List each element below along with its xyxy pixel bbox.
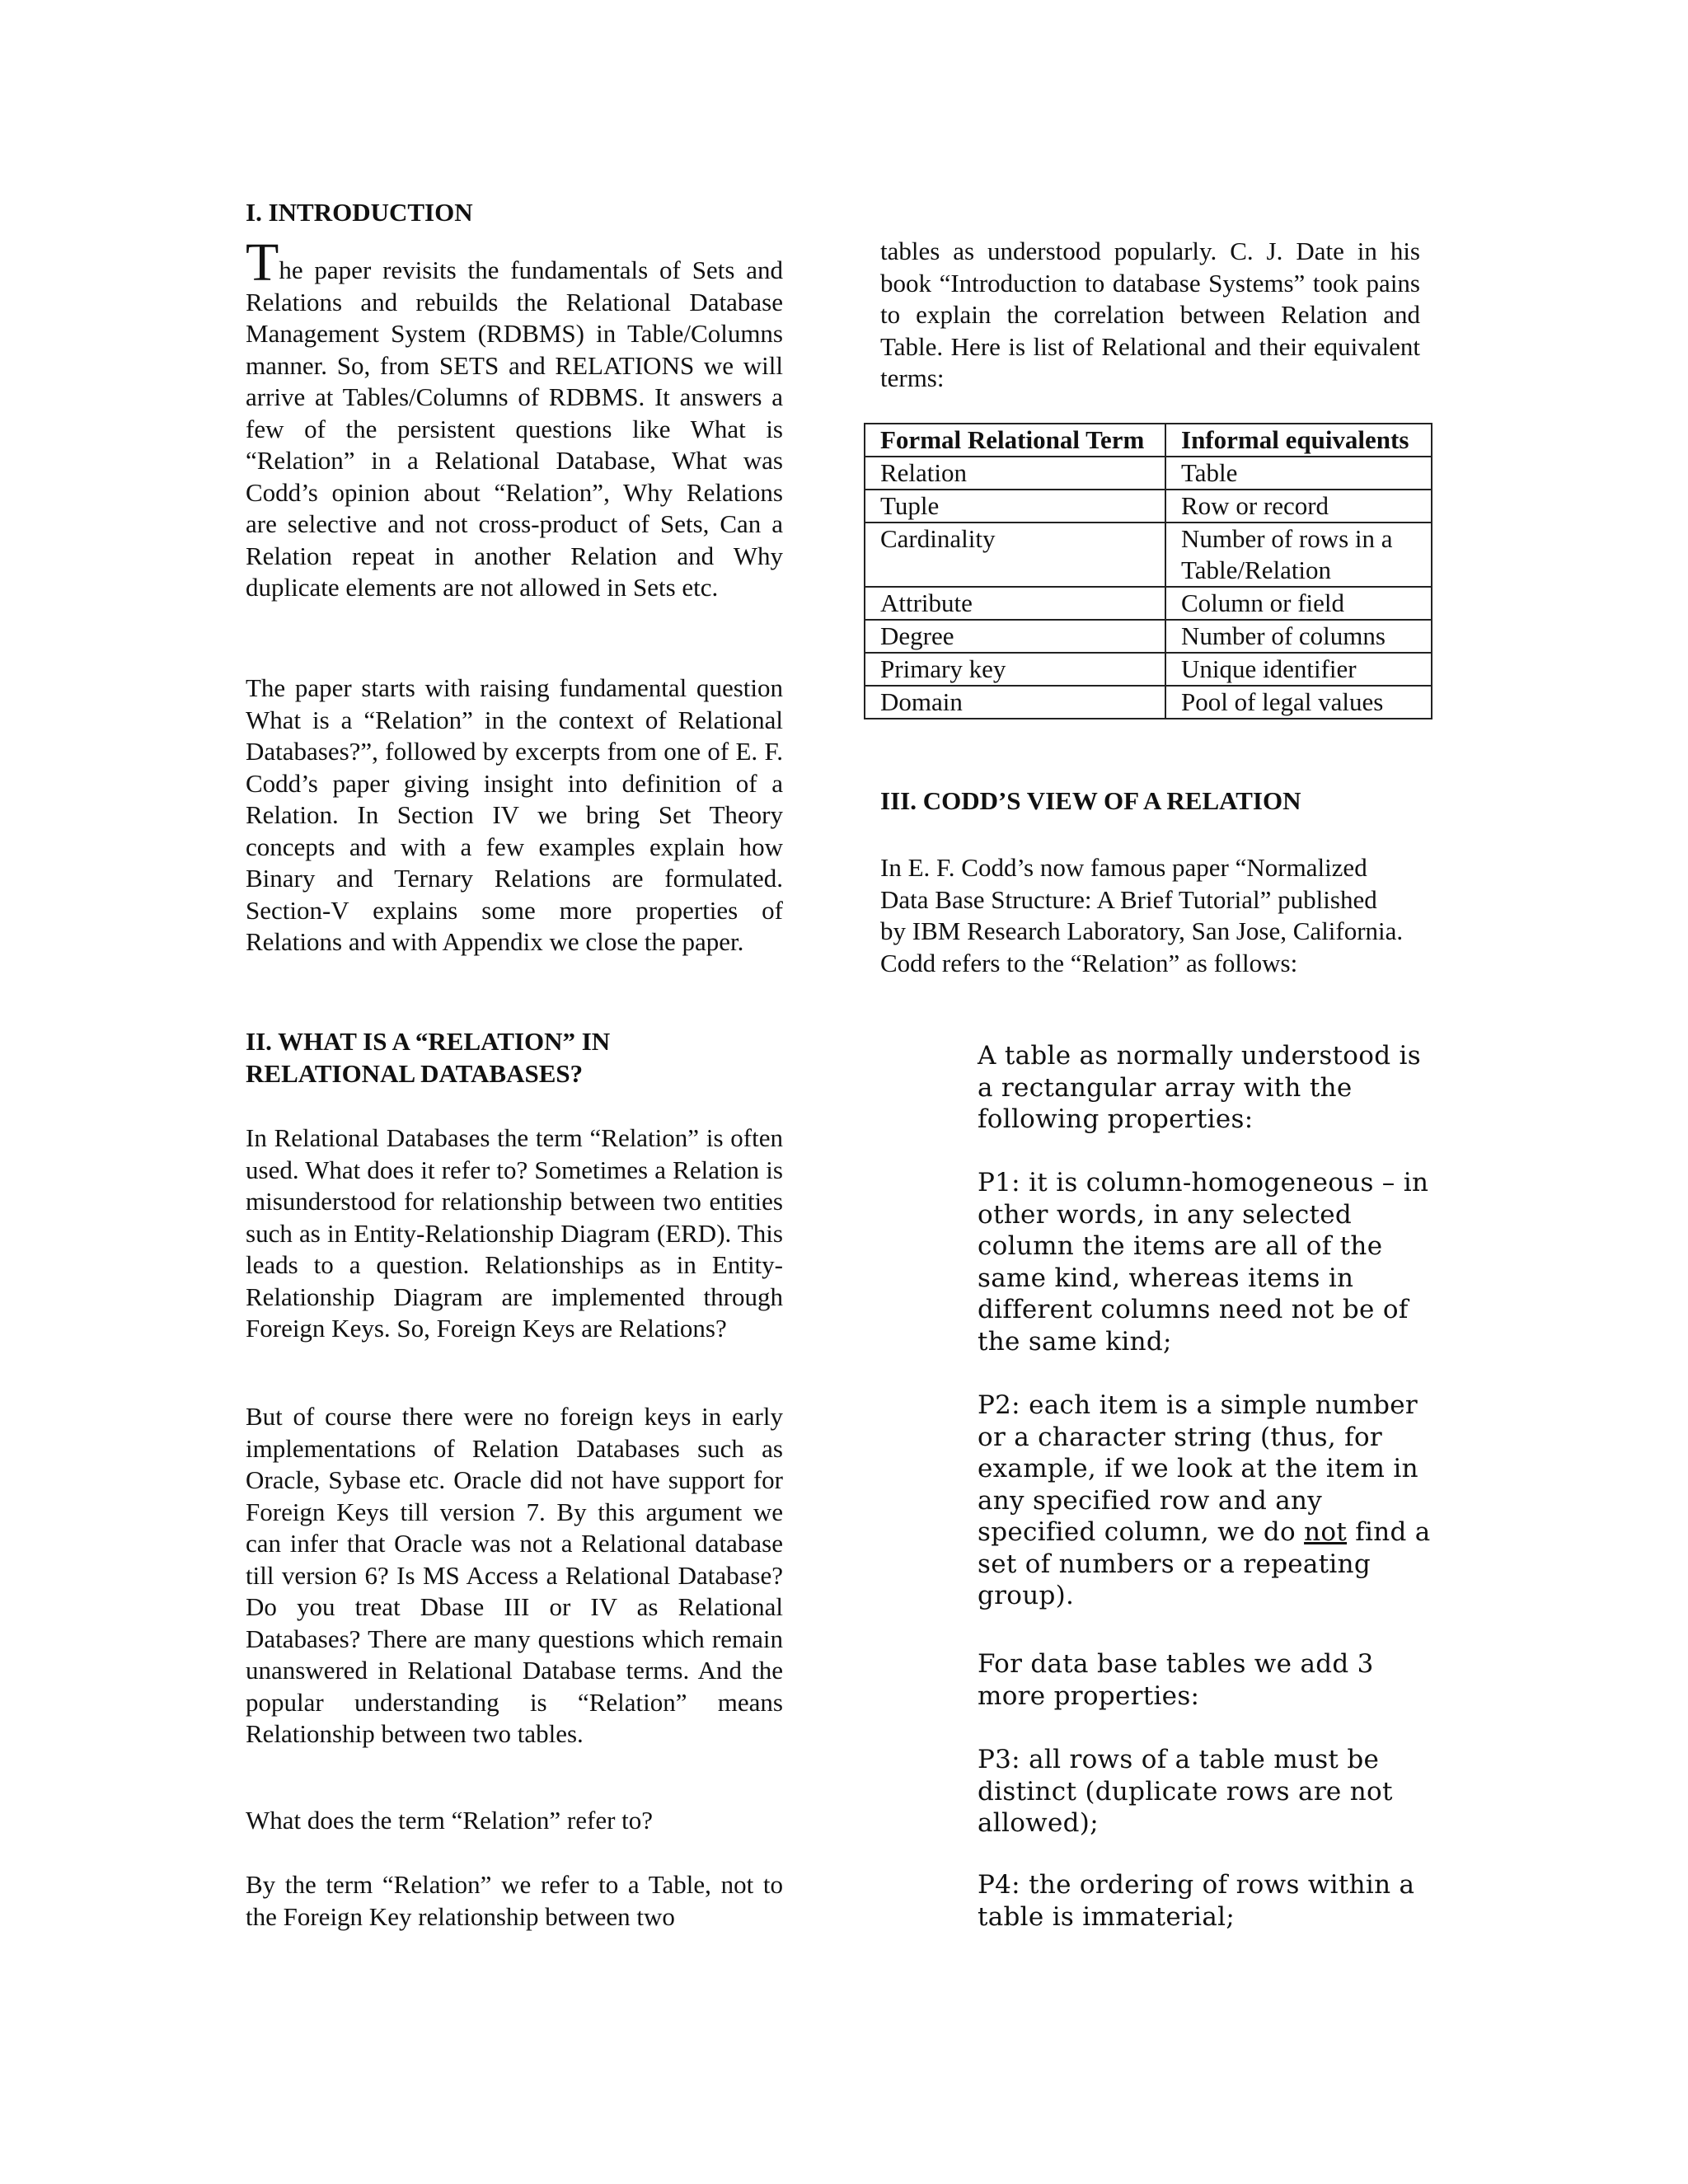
table-cell: Number of rows in a Table/Relation [1165, 523, 1432, 587]
table-cell: Pool of legal values [1165, 686, 1432, 719]
intro-text: he paper revisits the fundamentals of Sets and Relations and rebuilds the Relational Database Management System (RDBMS) in Table/Columns manner. So, from SETS and RELATIONS we will arrive at Tables/Columns of RDBMS. It answers a few of the persistent questions like What is “Relation” in a Relational Database, What was Codd’s opinion about “Relation”, Why Relations are selective and not cross-product of Sets, Can a Relation repeat in another Relation and Why duplicate elements are not allowed in Sets etc. [246, 255, 783, 602]
table-row [865, 490, 1432, 523]
quote-p3: P3: all rows of a table must be distinct (duplicate rows are not allowed); [978, 1745, 1393, 1838]
table-row [865, 457, 1432, 490]
table-cell: Cardinality [865, 523, 1165, 587]
paragraph-foreign-keys: But of course there were no foreign keys in early implementations of Relation Databases such as Oracle, Sybase etc. Oracle did not have support for Foreign Keys till version 7. By this argument we can infer that Oracle was not a Relational database till version 6? Is MS Access a Relational Database? Do you treat Dbase III or IV as Relational Databases? There are many questions which remain unanswered in Relational Database terms. And the popular understanding is “Relation” means Relationship between two tables. [246, 1402, 783, 1748]
quote-p2-underlined: not [1304, 1517, 1348, 1547]
quote-database-tables: For data base tables we add 3 more properties: [978, 1649, 1374, 1711]
heading-line-1: II. WHAT IS A “RELATION” IN [246, 1027, 611, 1056]
section-heading-codds-view: III. CODD’S VIEW OF A RELATION [880, 786, 1301, 815]
quote-p2-text-a: P2: each item is a simple number or a character string (thus, for example, if we look at the item in any specified row and any specified column, we do [978, 1390, 1418, 1547]
quote-p4: P4: the ordering of rows within a table is immaterial; [978, 1870, 1415, 1932]
paragraph-date-book: tables as understood popularly. C. J. Date in his book “Introduction to database Systems” took pains to explain the correlation between Relation and Table. Here is list of Relational and their equivalent terms: [880, 237, 1420, 392]
table-cell: Degree [865, 620, 1165, 653]
relational-terms-table [864, 423, 1432, 719]
table-header-row [865, 424, 1432, 457]
section-heading-what-is-relation [246, 1025, 610, 1090]
paragraph-question: What does the term “Relation” refer to? [246, 1806, 654, 1835]
section-heading-introduction: I. INTRODUCTION [246, 198, 473, 227]
heading-line-2: RELATIONAL DATABASES? [246, 1059, 584, 1088]
table-cell: Number of columns [1165, 620, 1432, 653]
table-cell: Table [1165, 457, 1432, 490]
header-informal-equivalent: Informal equivalents [1165, 424, 1432, 457]
drop-cap: T [246, 232, 279, 293]
paragraph-relation-term: In Relational Databases the term “Relation” is often used. What does it refer to? Sometimes a Relation is misunderstood for relationship between two entities such as in Entity-Relationship Diagram (ERD). This leads to a question. Relationships as in Entity-Relationship Diagram are implemented through Foreign Keys. So, Foreign Keys are Relations? [246, 1123, 783, 1343]
quote-p1: P1: it is column-homogeneous – in other words, in any selected column the items are all of the same kind, whereas items in different columns need not be of the same kind; [978, 1168, 1429, 1357]
paragraph-codd-paper: In E. F. Codd’s now famous paper “Normalized Data Base Structure: A Brief Tutorial” published by IBM Research Laboratory, San Jose, California. Codd refers to the “Relation” as follows: [880, 853, 1404, 977]
quote-p2-text-b: find a set of numbers or a repeating group). [978, 1517, 1431, 1610]
table-cell: Row or record [1165, 490, 1432, 523]
quote-p2 [978, 1390, 1439, 1612]
quote-intro: A table as normally understood is a rectangular array with the following properties: [978, 1041, 1421, 1134]
table-row [865, 653, 1432, 686]
table-cell: Column or field [1165, 587, 1432, 620]
table-cell: Primary key [865, 653, 1165, 686]
table-row [865, 620, 1432, 653]
table-row [865, 523, 1432, 587]
table-cell: Relation [865, 457, 1165, 490]
table-row [865, 587, 1432, 620]
table-cell: Attribute [865, 587, 1165, 620]
paragraph-paper-overview: The paper starts with raising fundamental question What is a “Relation” in the context of Relational Databases?”, followed by excerpts from one of E. F. Codd’s paper giving insight into definition of a Relation. In Section IV we bring Set Theory concepts and with a few examples explain how Binary and Ternary Relations are formulated. Section-V explains some more properties of Relations and with Appendix we close the paper. [246, 673, 783, 956]
table-cell: Unique identifier [1165, 653, 1432, 686]
intro-paragraph [246, 232, 783, 604]
table-cell: Domain [865, 686, 1165, 719]
table-row [865, 686, 1432, 719]
paragraph-relation-table: By the term “Relation” we refer to a Table, not to the Foreign Key relationship between two [246, 1870, 783, 1931]
table-cell: Tuple [865, 490, 1165, 523]
header-formal-term: Formal Relational Term [865, 424, 1165, 457]
